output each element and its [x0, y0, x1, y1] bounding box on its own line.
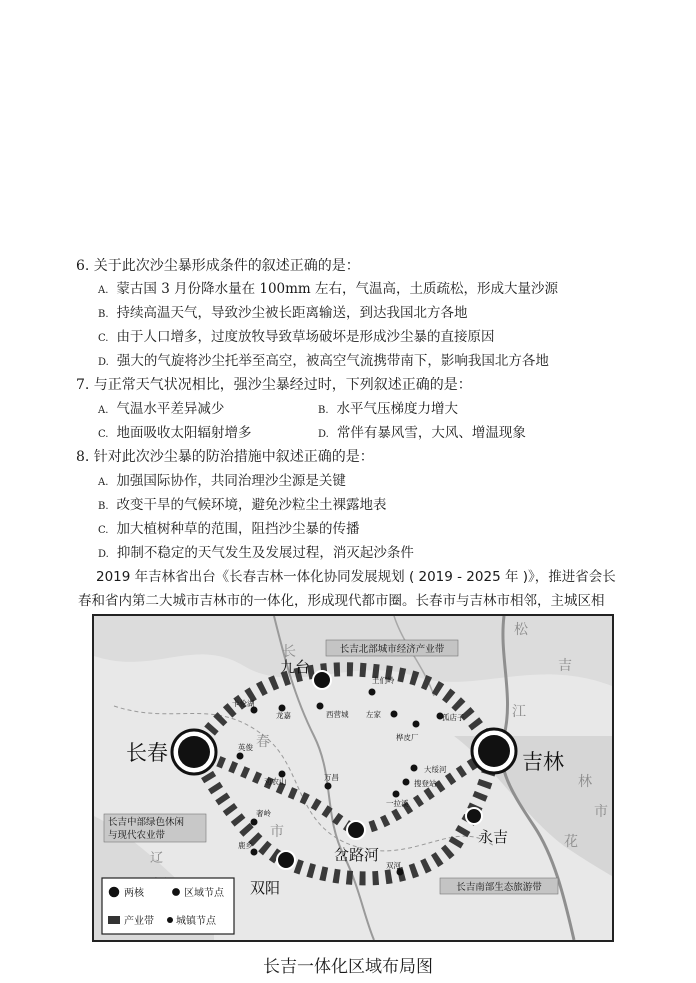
- legend-belt-swatch: [108, 916, 120, 924]
- core-marker-changchun-inner: [178, 736, 210, 768]
- legend-core-label: 两核: [124, 888, 144, 899]
- q6-option-b: B. 持续高温天气，导致沙尘被长距离输送，到达我国北方各地: [98, 305, 468, 321]
- town-label: 鹿乡: [238, 841, 253, 850]
- town-dot: [317, 703, 324, 710]
- q7-option-a: A. 气温水平差异减少: [98, 401, 225, 417]
- q6-option-a: A. 蒙古国 3 月份降水量在 100mm 左右，气温高，土质疏松，形成大量沙源: [98, 281, 559, 297]
- q7-option-b: B. 水平气压梯度力增大: [318, 401, 459, 417]
- town-label: 孤店子: [442, 713, 465, 722]
- region-marker: [347, 821, 365, 839]
- bg-label: 松: [514, 622, 528, 638]
- town-dot: [403, 779, 410, 786]
- bg-label: 市: [270, 824, 284, 840]
- town-label: 双河: [386, 861, 401, 870]
- town-label: 左家: [366, 710, 381, 719]
- banner-west-label-2: 与现代农业带: [108, 830, 166, 841]
- banner-west-label-1: 长吉中部绿色休闲: [108, 817, 185, 828]
- town-dot: [391, 711, 398, 718]
- question-6-stem: 6. 关于此次沙尘暴形成条件的叙述正确的是：: [76, 258, 360, 274]
- town-label: 奢岭: [256, 809, 271, 818]
- legend-town-swatch: [167, 917, 173, 923]
- town-dot: [237, 753, 244, 760]
- town-label: 龙嘉: [276, 711, 291, 720]
- town-dot: [413, 721, 420, 728]
- town-label: 一拉溪: [386, 799, 409, 808]
- map-svg: [94, 616, 612, 940]
- town-label: 桦皮厂: [396, 733, 419, 742]
- town-label: 大绥河: [424, 765, 447, 774]
- passage-line-1: 2019 年吉林省出台《长春吉林一体化协同发展规划 ( 2019 - 2025 年 )》，推进省会长: [96, 569, 616, 585]
- bg-label: 吉: [558, 658, 572, 674]
- town-dot: [411, 765, 418, 772]
- region-label: 永吉: [478, 828, 509, 846]
- town-dot: [325, 783, 332, 790]
- q7-option-d: D. 常伴有暴风雪，大风、增温现象: [318, 425, 526, 441]
- bg-label: 林: [578, 774, 592, 790]
- bg-label: 辽: [150, 851, 164, 866]
- core-marker-jilin-inner: [478, 735, 510, 767]
- legend-region-label: 区域节点: [184, 888, 224, 899]
- legend-core-swatch: [108, 886, 120, 898]
- figure-caption: 长吉一体化区域布局图: [263, 957, 433, 977]
- town-dot: [369, 689, 376, 696]
- town-dot: [251, 819, 258, 826]
- bg-label: 春: [256, 734, 270, 750]
- question-7-stem: 7. 与正常天气状况相比，强沙尘暴经过时，下列叙述正确的是：: [76, 377, 472, 393]
- town-label: 搜登站: [414, 779, 437, 788]
- q8-option-c: C. 加大植树种草的范围，阻挡沙尘暴的传播: [98, 521, 360, 537]
- town-label: 土们岭: [372, 676, 395, 685]
- passage-line-2: 春和省内第二大城市吉林市的一体化，形成现代都市圈。长春市与吉林市相邻，主城区相: [78, 593, 605, 609]
- banner-south-label: 长吉南部生态旅游带: [456, 882, 542, 893]
- q8-option-d: D. 抑制不稳定的天气发生及发展过程，消灭起沙条件: [98, 545, 414, 561]
- legend-region-swatch: [172, 888, 181, 897]
- bg-label: 长: [282, 644, 296, 660]
- bg-label: 花: [564, 834, 578, 850]
- bg-label: 江: [512, 704, 526, 720]
- core-label-jilin: 吉林: [522, 750, 564, 774]
- q6-option-d: D. 强大的气旋将沙尘托举至高空，被高空气流携带南下，影响我国北方各地: [98, 353, 549, 369]
- banner-north-label: 长吉北部城市经济产业带: [339, 644, 445, 655]
- town-label: 劝农山: [264, 777, 287, 786]
- legend-town-label: 城镇节点: [176, 916, 216, 927]
- question-8-stem: 8. 针对此次沙尘暴的防治措施中叙述正确的是：: [76, 449, 374, 465]
- region-marker: [277, 851, 295, 869]
- core-label-changchun: 长春: [126, 741, 168, 765]
- layout-map: [92, 614, 614, 942]
- town-label: 西营城: [326, 710, 349, 719]
- legend-belt-label: 产业带: [124, 916, 154, 927]
- q7-option-c: C. 地面吸收太阳辐射增多: [98, 425, 252, 441]
- region-label: 双阳: [250, 879, 281, 897]
- town-label: 卡伦湖: [232, 699, 255, 708]
- region-marker: [313, 671, 331, 689]
- town-label: 万昌: [324, 773, 339, 782]
- q6-option-c: C. 由于人口增多，过度放牧导致草场破坏是形成沙尘暴的直接原因: [98, 329, 495, 345]
- region-label: 岔路河: [334, 846, 380, 864]
- q8-option-b: B. 改变干旱的气候环境，避免沙粒尘土裸露地表: [98, 497, 387, 513]
- q8-option-a: A. 加强国际协作，共同治理沙尘源是关键: [98, 473, 346, 489]
- bg-label: 市: [594, 804, 608, 820]
- region-label: 九台: [280, 658, 311, 676]
- region-marker: [466, 808, 482, 824]
- town-label: 英俊: [238, 743, 253, 752]
- town-dot: [393, 791, 400, 798]
